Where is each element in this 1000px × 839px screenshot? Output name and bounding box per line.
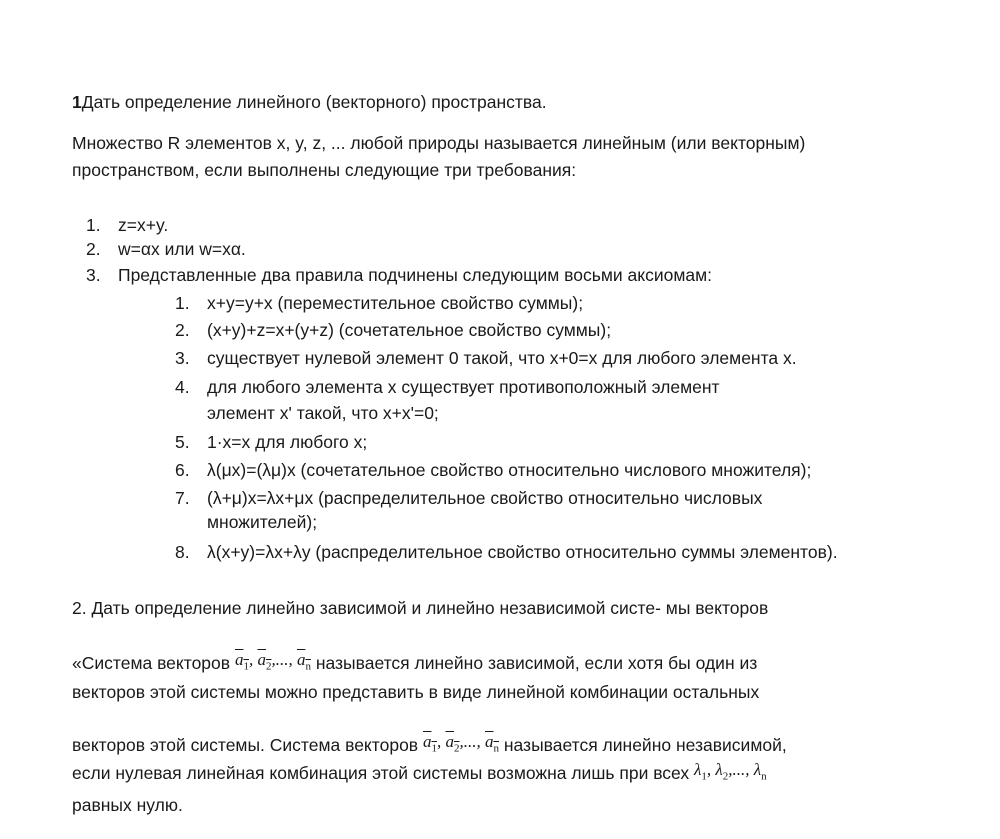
q1-paragraph-line: пространством, если выполнены следующие три требования: (72, 160, 577, 180)
lambda-formula: $\lambda_1$, $\lambda_2$,..., $\lambda_n$ (694, 760, 767, 783)
q1-paragraph-line: Множество R элементов x, y, z, ... любой природы называется линейным (или векторным) (72, 133, 806, 153)
axiom-number: 4. (175, 377, 190, 397)
requirement-number: 1. (86, 215, 101, 235)
axiom-text: 1·x=x для любого x; (207, 432, 368, 452)
q2-line: векторов этой системы можно представить в виде линейной комбинации остальных (72, 682, 760, 702)
requirement-text: w=αx или w=xα. (118, 239, 246, 259)
axiom-number: 2. (175, 320, 190, 340)
requirement-text: z=x+y. (118, 215, 169, 235)
axiom-text: существует нулевой элемент 0 такой, что x+0=x для любого элемента x. (207, 348, 797, 368)
axiom-text-continued: элемент x' такой, что x+x'=0; (207, 403, 439, 423)
requirement-number: 2. (86, 239, 101, 259)
q1-heading: 1Дать определение линейного (векторного) пространства. (72, 92, 547, 112)
axiom-number: 5. (175, 432, 190, 452)
requirement-text: Представленные два правила подчинены следующим восьми аксиомам: (118, 265, 713, 285)
axiom-text: λ(μx)=(λμ)x (сочетательное свойство относительно числового множителя); (207, 460, 812, 480)
q2-line: равных нулю. (72, 795, 183, 815)
q2-line: «Система векторов $a_1$, $a_2$,..., $a_n$ называется линейно зависимой, если хотя бы один из (72, 651, 757, 682)
vector-formula: $a_1$, $a_2$,..., $a_n$ (422, 732, 499, 755)
axiom-number: 7. (175, 488, 190, 508)
axiom-text: для любого элемента x существует противоположный элемент (207, 377, 720, 397)
axiom-text: x+y=y+x (переместительное свойство суммы); (207, 293, 584, 313)
axiom-number: 6. (175, 460, 190, 480)
axiom-text: λ(x+y)=λx+λy (распределительное свойство относительно суммы элементов). (207, 542, 838, 562)
axiom-text: (x+y)+z=x+(y+z) (сочетательное свойство суммы); (207, 320, 612, 340)
axiom-text: (λ+μ)x=λx+μx (распределительное свойство относительно числовых (207, 488, 763, 508)
axiom-number: 1. (175, 293, 190, 313)
requirement-number: 3. (86, 265, 101, 285)
axiom-number: 3. (175, 348, 190, 368)
axiom-text-continued: множителей); (207, 512, 318, 532)
q2-line: если нулевая линейная комбинация этой системы возможна лишь при всех $\lambda_1$, $\lambda_2$,..., $\lambda_n$ (72, 761, 767, 792)
q2-heading: 2. Дать определение линейно зависимой и линейно независимой систе- мы векторов (72, 598, 769, 618)
vector-formula: $a_1$, $a_2$,..., $a_n$ (234, 650, 311, 673)
q2-line: векторов этой системы. Система векторов $a_1$, $a_2$,..., $a_n$ называется линейно независимой, (72, 733, 787, 764)
axiom-number: 8. (175, 542, 190, 562)
